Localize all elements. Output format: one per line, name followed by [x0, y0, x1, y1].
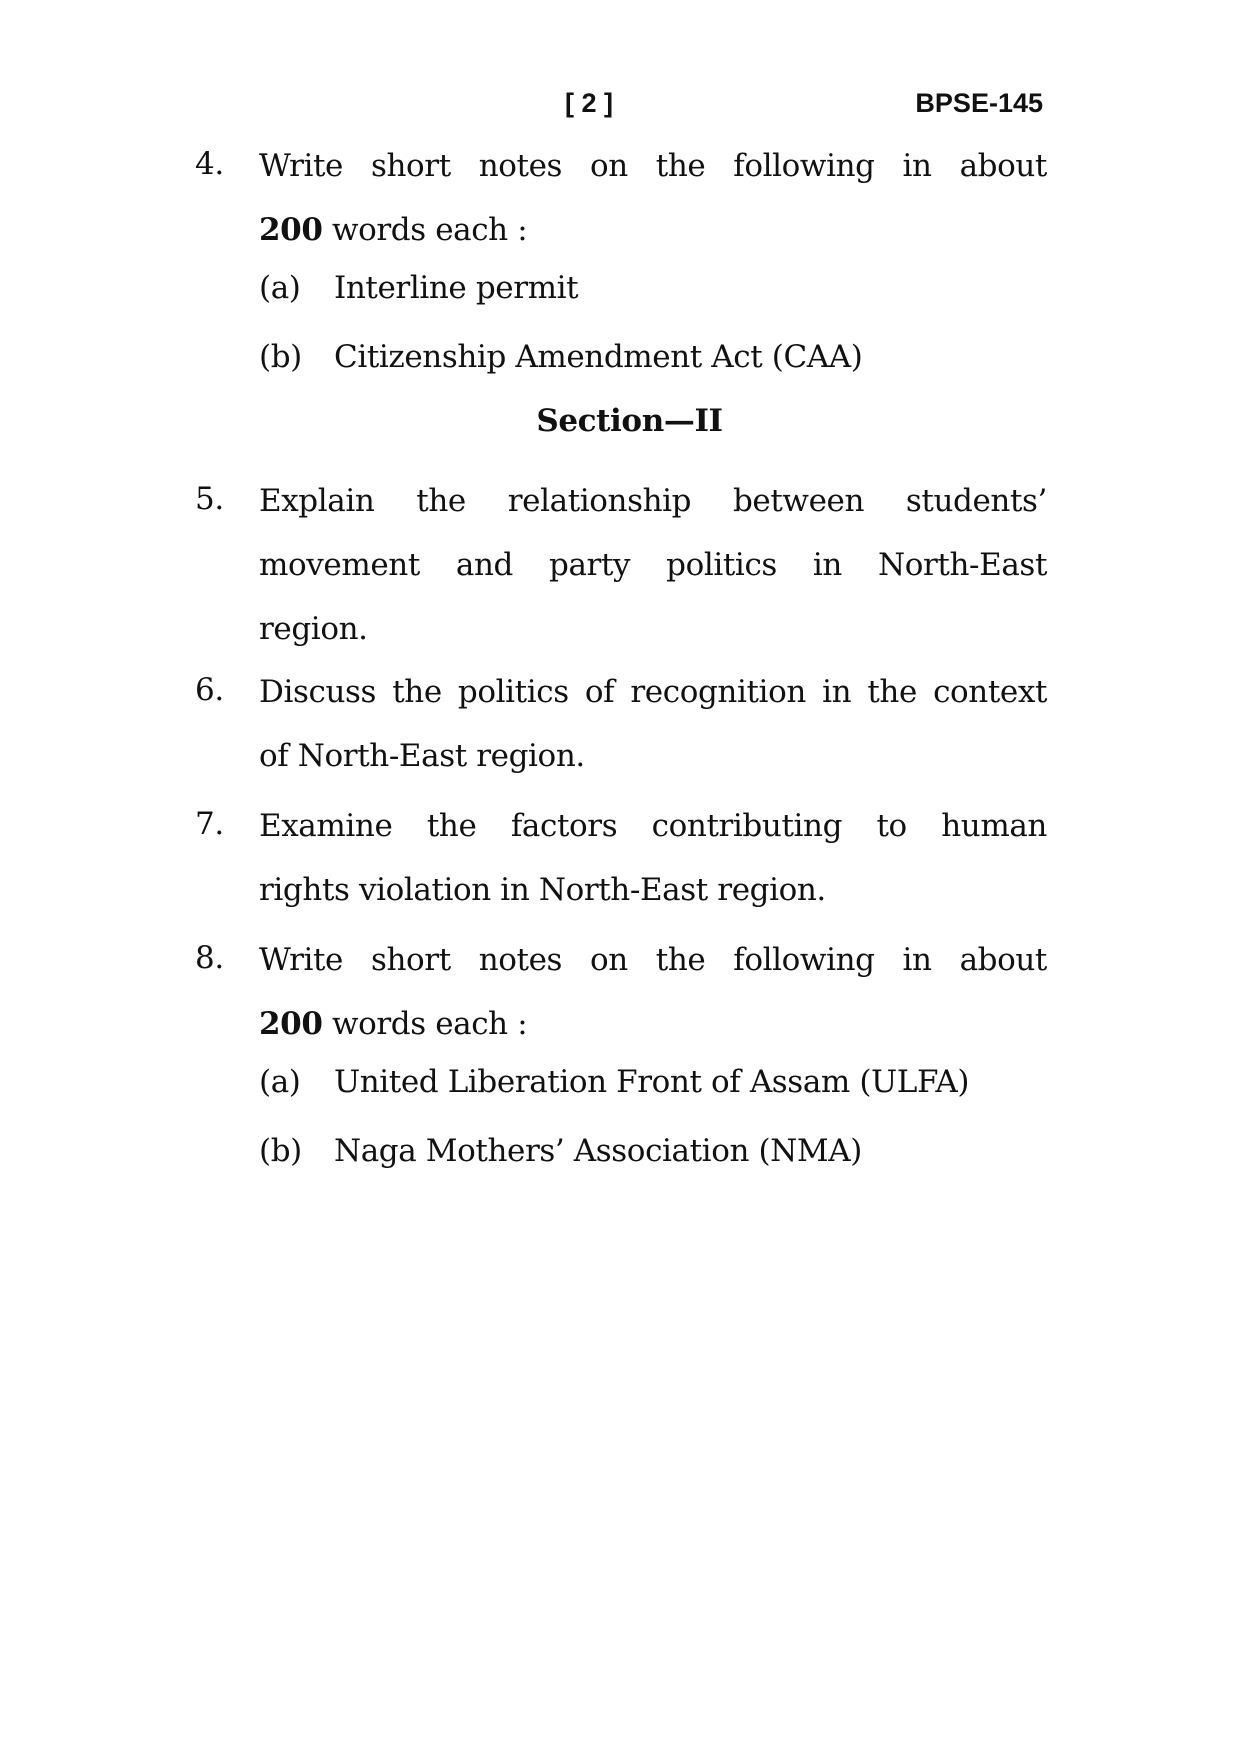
subpart-text: Citizenship Amendment Act (CAA) — [334, 339, 863, 375]
question-line: rights violation in North-East region. — [259, 872, 826, 908]
question-text — [259, 660, 1047, 788]
question-line: Examine the factors contributing to human — [259, 808, 1047, 844]
word-count: 200 — [259, 212, 323, 248]
subpart-label: (a) — [259, 270, 301, 306]
question-line-rest: words each : — [322, 1006, 528, 1042]
question-text — [259, 134, 1047, 262]
section-heading-text: Section—II — [536, 403, 723, 439]
question-line — [259, 992, 1047, 1056]
word-count: 200 — [259, 1006, 323, 1042]
subpart-text: Interline permit — [334, 270, 579, 306]
question-line: Write short notes on the following in about — [259, 942, 1047, 978]
subpart-label: (a) — [259, 1064, 301, 1100]
question-number: 4. — [195, 146, 224, 182]
question-line: movement and party politics in North-East — [259, 547, 1047, 583]
subpart-label: (b) — [259, 339, 302, 375]
question-text — [259, 794, 1047, 922]
question-line: Discuss the politics of recognition in the context — [259, 674, 1047, 710]
subpart-text: Naga Mothers’ Association (NMA) — [334, 1133, 862, 1169]
question-number: 6. — [195, 672, 224, 708]
question-text — [259, 469, 1047, 661]
question-number: 5. — [195, 481, 224, 517]
subpart-text: United Liberation Front of Assam (ULFA) — [334, 1064, 970, 1100]
question-number: 8. — [195, 940, 224, 976]
subpart-label: (b) — [259, 1133, 302, 1169]
paper-code: BPSE-145 — [915, 88, 1043, 118]
question-line: Write short notes on the following in about — [259, 148, 1047, 184]
page-number: [ 2 ] — [565, 88, 614, 118]
question-line: region. — [259, 611, 368, 647]
question-line: Explain the relationship between students’ — [259, 483, 1047, 519]
question-line-rest: words each : — [322, 212, 528, 248]
question-number: 7. — [195, 806, 224, 842]
question-line — [259, 198, 1047, 262]
section-heading — [0, 403, 1241, 439]
question-text — [259, 928, 1047, 1056]
question-line: of North-East region. — [259, 738, 585, 774]
